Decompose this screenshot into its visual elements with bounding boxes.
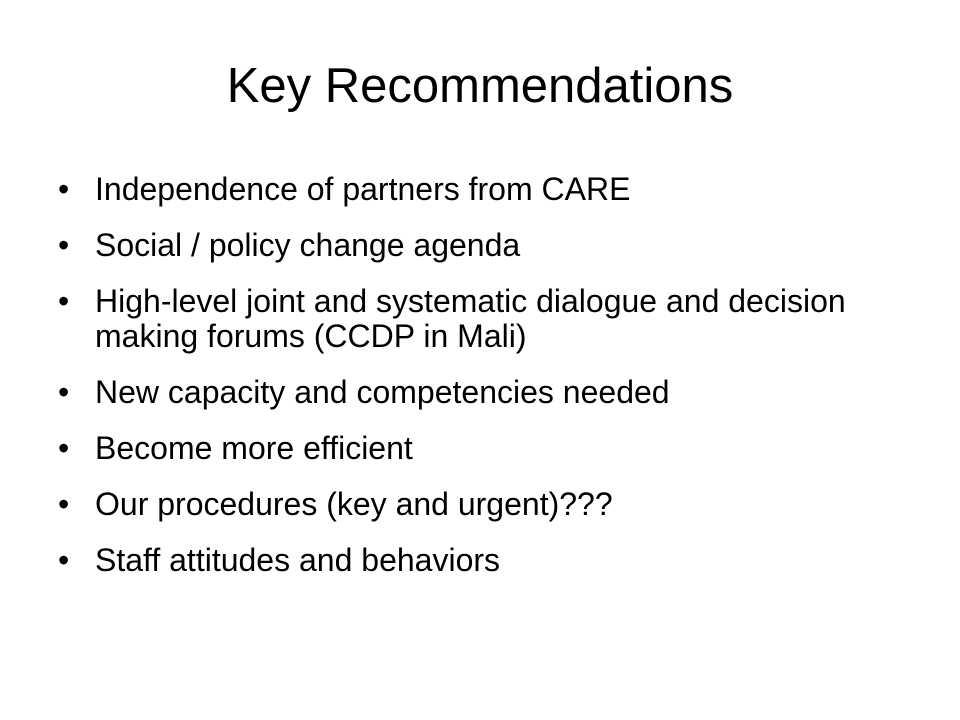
bullet-item: [58, 172, 898, 207]
bullet-text: Social / policy change agenda: [95, 227, 521, 263]
bullet-item: [58, 431, 898, 466]
bullet-dot-icon: •: [58, 374, 70, 410]
bullet-item: [58, 487, 898, 522]
bullet-text: New capacity and competencies needed: [95, 374, 670, 410]
bullet-dot-icon: •: [58, 171, 70, 207]
bullet-item: [58, 375, 898, 410]
bullet-text: High-level joint and systematic dialogue and decision making forums (CCDP in Mali): [95, 283, 846, 354]
bullet-dot-icon: •: [58, 542, 70, 578]
bullet-text: Our procedures (key and urgent)???: [95, 486, 613, 522]
bullet-text: Independence of partners from CARE: [95, 171, 631, 207]
bullet-text: Staff attitudes and behaviors: [95, 542, 501, 578]
slide-title: Key Recommendations: [226, 59, 734, 113]
bullet-item: [58, 284, 898, 354]
bullet-dot-icon: •: [58, 227, 70, 263]
bullet-dot-icon: •: [58, 486, 70, 522]
bullet-item: [58, 543, 898, 578]
bullet-dot-icon: •: [58, 430, 70, 466]
bullet-list: [58, 172, 898, 599]
bullet-text: Become more efficient: [95, 430, 413, 466]
bullet-item: [58, 228, 898, 263]
bullet-dot-icon: •: [58, 283, 70, 319]
